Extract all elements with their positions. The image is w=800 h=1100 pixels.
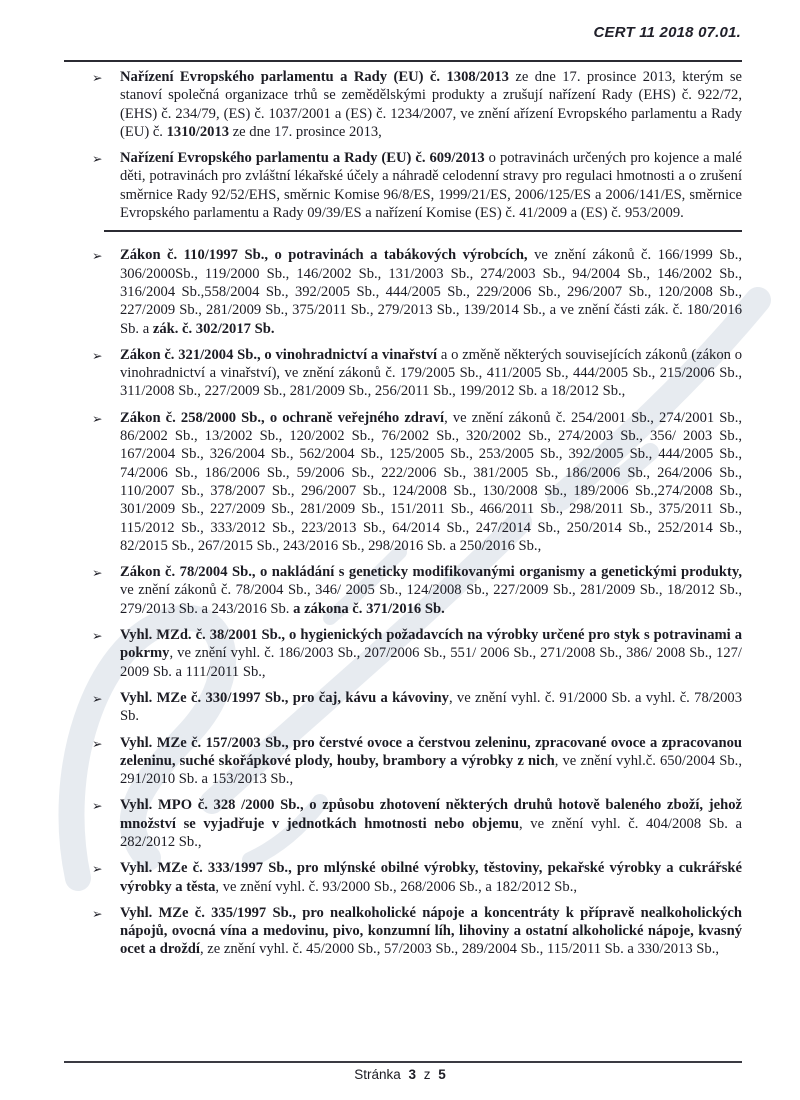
arrow-bullet-icon: ➢ [92,249,103,264]
list-item [92,149,742,222]
list-item [92,409,742,555]
section-divider [104,230,742,232]
arrow-bullet-icon: ➢ [92,799,103,814]
page-footer [0,1067,800,1082]
regulation-title-text: Nařízení Evropského parlamentu a Rady (EU) č. 1308/2013 [120,69,509,85]
regulation-title-text: Vyhl. MZe č. 333/1997 Sb., pro mlýnské obilné výrobky, těstoviny, pekařské výrobky a cukrářské výrobky a těsta [120,860,742,895]
regulation-amendments-text: , ve znění vyhl. č. 186/2003 Sb., 207/2006 Sb., 551/ 2006 Sb., 271/2008 Sb., 386/ 2008 Sb., 127/ 2009 Sb. a 111/2011 Sb., [120,645,742,680]
section-national-legislation [92,246,742,958]
regulation-title-text: Zákon č. 258/2000 Sb., o ochraně veřejného zdraví [120,409,445,426]
footer-page-number: 3 [408,1067,416,1082]
regulation-title-text: Vyhl. MZd. č. 38/2001 Sb., o hygienických požadavcích na výrobky určené pro styk s potravinami a pokrmy [120,627,742,662]
regulation-title-text: Zákon č. 110/1997 Sb., o potravinách a tabákových výrobcích, [120,247,528,264]
arrow-bullet-icon: ➢ [92,411,103,426]
list-item [92,563,742,618]
regulation-amendments-text: o potravinách určených pro kojence a malé děti, potravinách pro zvláštní lékařské účely a náhradě celodenní stravy pro regulaci hmotnosti a o zrušení směrnice Rady 92/52/EHS, směrnic Komise 96/8/ES, 1999/21/ES, 2006/125/ES a 2006/141/ES, směrnice Evropského parlamentu a Rady 09/39/ES a nařízení Komise (ES) č. 41/2009 a (ES) č. 953/2009. [120,150,742,222]
list-item [92,734,742,789]
list-item [92,346,742,401]
document-code: CERT 11 2018 07.01. [593,24,741,41]
arrow-bullet-icon: ➢ [92,152,103,167]
regulation-title-text: Vyhl. MZe č. 330/1997 Sb., pro čaj, kávu a kávoviny [120,689,449,706]
regulation-title-text: zák. č. 302/2017 Sb. [152,320,275,337]
list-item [92,796,742,851]
list-item [92,626,742,681]
regulation-amendments-text: ve znění zákonů č. 166/1999 Sb., 306/2000Sb., 119/2000 Sb., 146/2002 Sb., 131/2003 Sb., 274/2003 Sb., 94/2004 Sb., 146/2002 Sb., 316/2004 Sb.,558/2004 Sb., 392/2005 Sb., 444/2005 Sb., 229/2006 Sb., 296/2007 Sb., 120/2008 Sb., 227/2009 Sb., 281/2009 Sb., 375/2011 Sb., 279/2013 Sb., 139/2014 Sb., a ve znění části zák. č. 180/2016 Sb. a [120,247,742,337]
regulation-title-text: Zákon č. 321/2004 Sb., o vinohradnictví a vinařství [120,346,438,363]
regulation-title-text: Vyhl. MPO č. 328 /2000 Sb., o způsobu zhotovení některých druhů hotově baleného zboží, jehož množství se vyjadřuje v jednotkách hmotnosti nebo objemu [120,797,742,832]
regulation-amendments-text: , ve znění vyhl. č. 404/2008 Sb. a 282/2012 Sb., [120,815,742,850]
regulation-amendments-text: , ze znění vyhl. č. 45/2000 Sb., 57/2003 Sb., 289/2004 Sb., 115/2011 Sb. a 330/2013 Sb., [199,941,720,958]
regulation-title-text: Nařízení Evropského parlamentu a Rady (EU) č. 609/2013 [120,150,485,167]
arrow-bullet-icon: ➢ [92,736,103,751]
arrow-bullet-icon: ➢ [92,348,103,363]
arrow-bullet-icon: ➢ [92,629,103,644]
regulation-amendments-text: , ve znění vyhl.č. 650/2004 Sb., 291/2010 Sb. a 153/2013 Sb., [120,752,742,788]
regulation-list [92,68,742,967]
footer-page-total: 5 [438,1067,446,1082]
list-item [92,246,742,337]
regulation-amendments-text: ze dne 17. prosince 2013, kterým se stanoví společná organizace trhů se zemědělskými produkty a zrušují nařízení Rady (EHS) č. 922/72, (EHS) č. 234/79, (ES) č. 1037/2001 a (ES) č. 1234/2007, ve znění ařízení Evropského parlamentu a Rady (EU) č. [120,69,742,140]
section-eu-regulations [92,68,742,222]
regulation-amendments-text: a o změně některých souvisejících zákonů (zákon o vinohradnictví a vinařství), ve znění zákonů č. 179/2005 Sb., 411/2005 Sb., 444/2005 Sb., 215/2006 Sb., 311/2008 Sb., 227/2009 Sb., 281/2009 Sb., 256/2011 Sb., 199/2012 Sb. a 18/2012 Sb., [120,346,743,400]
regulation-title-text: 1310/2013 [166,123,230,140]
footer-rule [64,1061,742,1063]
regulation-amendments-text: , ve znění zákonů č. 254/2001 Sb., 274/2001 Sb., 86/2002 Sb., 13/2002 Sb., 120/2002 Sb., 76/2002 Sb., 320/2002 Sb., 274/2003 Sb., 356/ 2003 Sb., 167/2004 Sb., 326/2004 Sb., 562/2004 Sb., 125/2005 Sb., 253/2005 Sb., 392/2005 Sb., 444/2005 Sb., 74/2006 Sb., 186/2006 Sb., 59/2006 Sb., 222/2006 Sb., 381/2005 Sb., 186/2006 Sb., 264/2006 Sb., 110/2007 Sb., 378/2007 Sb., 296/2007 Sb., 124/2008 Sb., 130/2008 Sb., 189/2006 Sb.,274/2008 Sb., 301/2009 Sb., 227/2009 Sb., 281/2009 Sb., 151/2011 Sb., 466/2011 Sb., 298/2011 Sb., 375/2011 Sb., 115/2012 Sb., 333/2012 Sb., 223/2013 Sb., 64/2014 Sb., 247/2014 Sb., 250/2014 Sb., 252/2014 Sb., 82/2015 Sb., 267/2015 Sb., 243/2016 Sb., 298/2016 Sb. a 250/2016 Sb., [120,409,742,554]
list-item [92,689,742,726]
list-item [92,68,742,141]
arrow-bullet-icon: ➢ [92,71,103,85]
regulation-title-text: Vyhl. MZe č. 335/1997 Sb., pro nealkoholické nápoje a koncentráty k přípravě nealkoholických nápojů, ovocná vína a medovinu, pivo, konzumní líh, lihoviny a ostatní alkoholické nápoje, kvasný ocet a droždí [120,904,742,958]
regulation-title-text: Vyhl. MZe č. 157/2003 Sb., pro čerstvé ovoce a čerstvou zeleninu, zpracované ovoce a zpracovanou zeleninu, suché skořápkové plody, houby, brambory a výrobky z nich [120,734,742,769]
arrow-bullet-icon: ➢ [92,566,103,581]
header-rule [64,60,742,62]
regulation-amendments-text: , ve znění vyhl. č. 91/2000 Sb. a vyhl. č. 78/2003 Sb. [120,689,742,725]
footer-page-word: Stránka [354,1067,401,1082]
arrow-bullet-icon: ➢ [92,906,103,921]
list-item [92,859,742,896]
regulation-amendments-text: ze dne 17. prosince 2013, [229,123,382,140]
regulation-amendments-text: , ve znění vyhl. č. 93/2000 Sb., 268/2006 Sb., a 182/2012 Sb., [215,878,577,895]
footer-of-word: z [423,1067,431,1082]
arrow-bullet-icon: ➢ [92,862,103,877]
list-item [92,904,742,959]
regulation-amendments-text: ve znění zákonů č. 78/2004 Sb., 346/ 2005 Sb., 124/2008 Sb., 227/2009 Sb., 281/2009 Sb., 18/2012 Sb., 279/2013 Sb. a 243/2016 Sb. [120,582,742,617]
arrow-bullet-icon: ➢ [92,691,103,706]
regulation-title-text: Zákon č. 78/2004 Sb., o nakládání s geneticky modifikovanými organismy a genetickými produkty, [120,564,742,581]
regulation-title-text: a zákona č. 371/2016 Sb. [289,600,445,617]
